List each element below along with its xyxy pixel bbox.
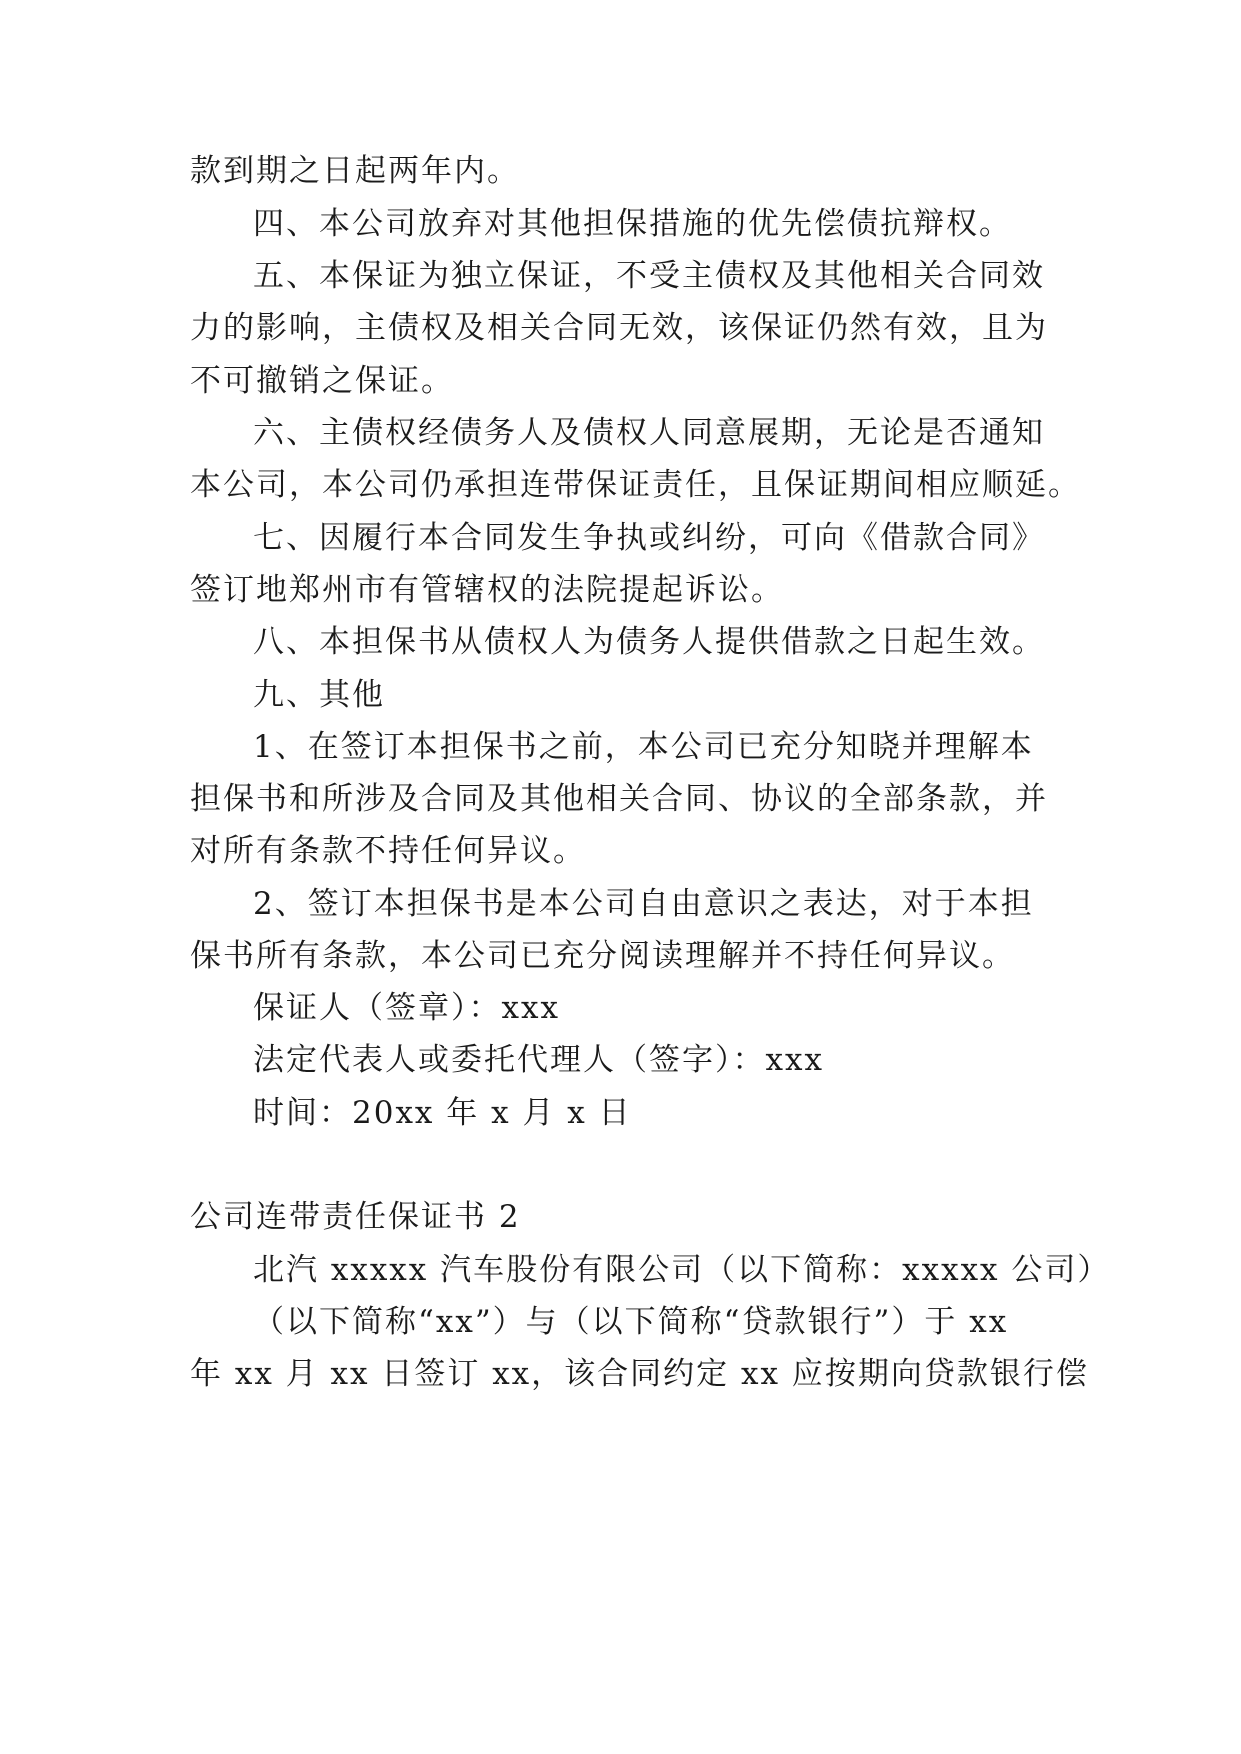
text-line: 2、签订本担保书是本公司自由意识之表达，对于本担 <box>253 886 1034 922</box>
text-line: 九、其他 <box>253 677 385 713</box>
text-line: 款到期之日起两年内。 <box>190 153 520 189</box>
text-line: 四、本公司放弃对其他担保措施的优先偿债抗辩权。 <box>253 206 1012 242</box>
text-line: 不可撤销之保证。 <box>190 363 454 399</box>
text-line: 担保书和所涉及合同及其他相关合同、协议的全部条款，并 <box>190 781 1048 817</box>
text-line: 1、在签订本担保书之前，本公司已充分知晓并理解本 <box>253 729 1034 765</box>
text-line: 签订地郑州市有管辖权的法院提起诉讼。 <box>190 572 784 608</box>
text-line: 保书所有条款，本公司已充分阅读理解并不持任何异议。 <box>190 938 1015 974</box>
text-line: 本公司，本公司仍承担连带保证责任，且保证期间相应顺延。 <box>190 467 1081 503</box>
text-line: 五、本保证为独立保证，不受主债权及其他相关合同效 <box>253 258 1045 294</box>
text-line: 力的影响，主债权及相关合同无效，该保证仍然有效，且为 <box>190 310 1048 346</box>
text-line: （以下简称“xx”）与（以下简称“贷款银行”）于 xx <box>253 1304 1009 1340</box>
date-line: 时间：20xx 年 x 月 x 日 <box>253 1095 632 1131</box>
signature-line-representative: 法定代表人或委托代理人（签字）：xxx <box>253 1042 824 1078</box>
text-line: 八、本担保书从债权人为债务人提供借款之日起生效。 <box>253 624 1045 660</box>
text-line: 对所有条款不持任何异议。 <box>190 833 586 869</box>
signature-line-guarantor: 保证人（签章）：xxx <box>253 990 560 1026</box>
text-line: 七、因履行本合同发生争执或纠纷，可向《借款合同》 <box>253 520 1045 556</box>
section-title: 公司连带责任保证书 2 <box>190 1199 521 1235</box>
text-line: 北汽 xxxxx 汽车股份有限公司（以下简称：xxxxx 公司） <box>253 1252 1111 1288</box>
text-line: 年 xx 月 xx 日签订 xx，该合同约定 xx 应按期向贷款银行偿 <box>190 1356 1089 1392</box>
text-line: 六、主债权经债务人及债权人同意展期，无论是否通知 <box>253 415 1045 451</box>
